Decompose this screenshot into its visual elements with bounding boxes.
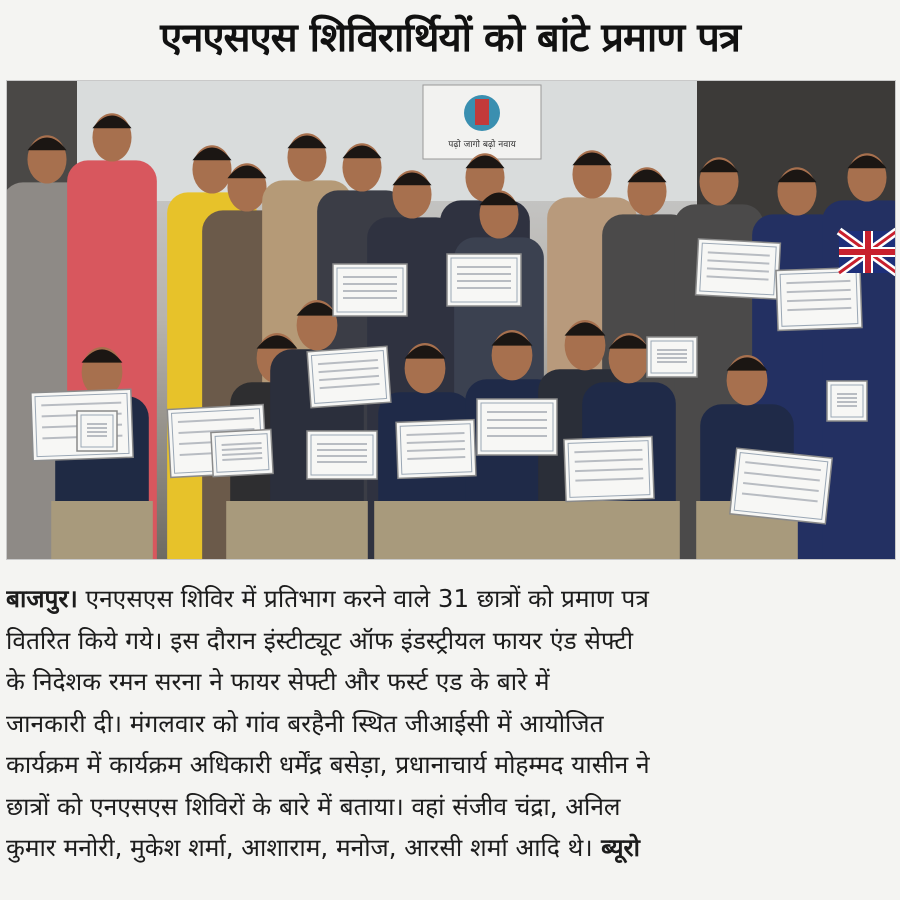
article-line-6: छात्रों को एनएसएस शिविरों के बारे में बताया। वहां संजीव चंद्रा, अनिल (6, 791, 621, 821)
certificate (447, 254, 521, 306)
banner-text: पढ़ो जागो बढ़ो नवाय (448, 140, 516, 150)
certificate (477, 399, 557, 455)
article-line-3: के निदेशक रमन सरना ने फायर सेफ्टी और फर्स्ट एड के बारे में (6, 667, 550, 696)
certificate (776, 268, 862, 331)
certificate (827, 381, 867, 421)
article-line-7: कुमार मनोरी, मुकेश शर्मा, आशाराम, मनोज, आरसी शर्मा आदि थे। ब्यूरो (6, 833, 640, 862)
group-photo (6, 80, 896, 560)
certificate (307, 346, 391, 407)
headline: एनएसएस शिविरार्थियों को बांटे प्रमाण पत्र (160, 14, 740, 61)
byline: ब्यूरो (592, 833, 640, 862)
article-line-4: जानकारी दी। मंगलवार को गांव बरहैनी स्थित जीआईसी में आयोजित (6, 708, 604, 738)
certificate (647, 337, 697, 377)
certificate (730, 448, 832, 524)
certificate (696, 239, 781, 299)
article-body (6, 578, 896, 869)
certificate (307, 431, 377, 479)
certificate (333, 264, 407, 316)
union-jack-patch (839, 231, 895, 273)
person (822, 153, 895, 559)
article-line-2: वितरित किये गये। इस दौरान इंस्टीट्यूट ऑफ इंडस्ट्रीयल फायर एंड सेफ्टी (6, 625, 634, 655)
photo-illustration (7, 81, 895, 559)
certificate (564, 436, 654, 501)
banner (423, 85, 541, 159)
certificate (396, 420, 476, 479)
certificate (211, 429, 273, 476)
article-line-5: कार्यक्रम में कार्यक्रम अधिकारी धर्मेंद्र बसेड़ा, प्रधानाचार्य मोहम्मद यासीन ने (6, 750, 650, 779)
certificate (77, 411, 117, 451)
dateline: बाजपुर। (6, 584, 78, 613)
article-line-1: बाजपुर। एनएसएस शिविर में प्रतिभाग करने वाले 31 छात्रों को प्रमाण पत्र (6, 584, 649, 613)
